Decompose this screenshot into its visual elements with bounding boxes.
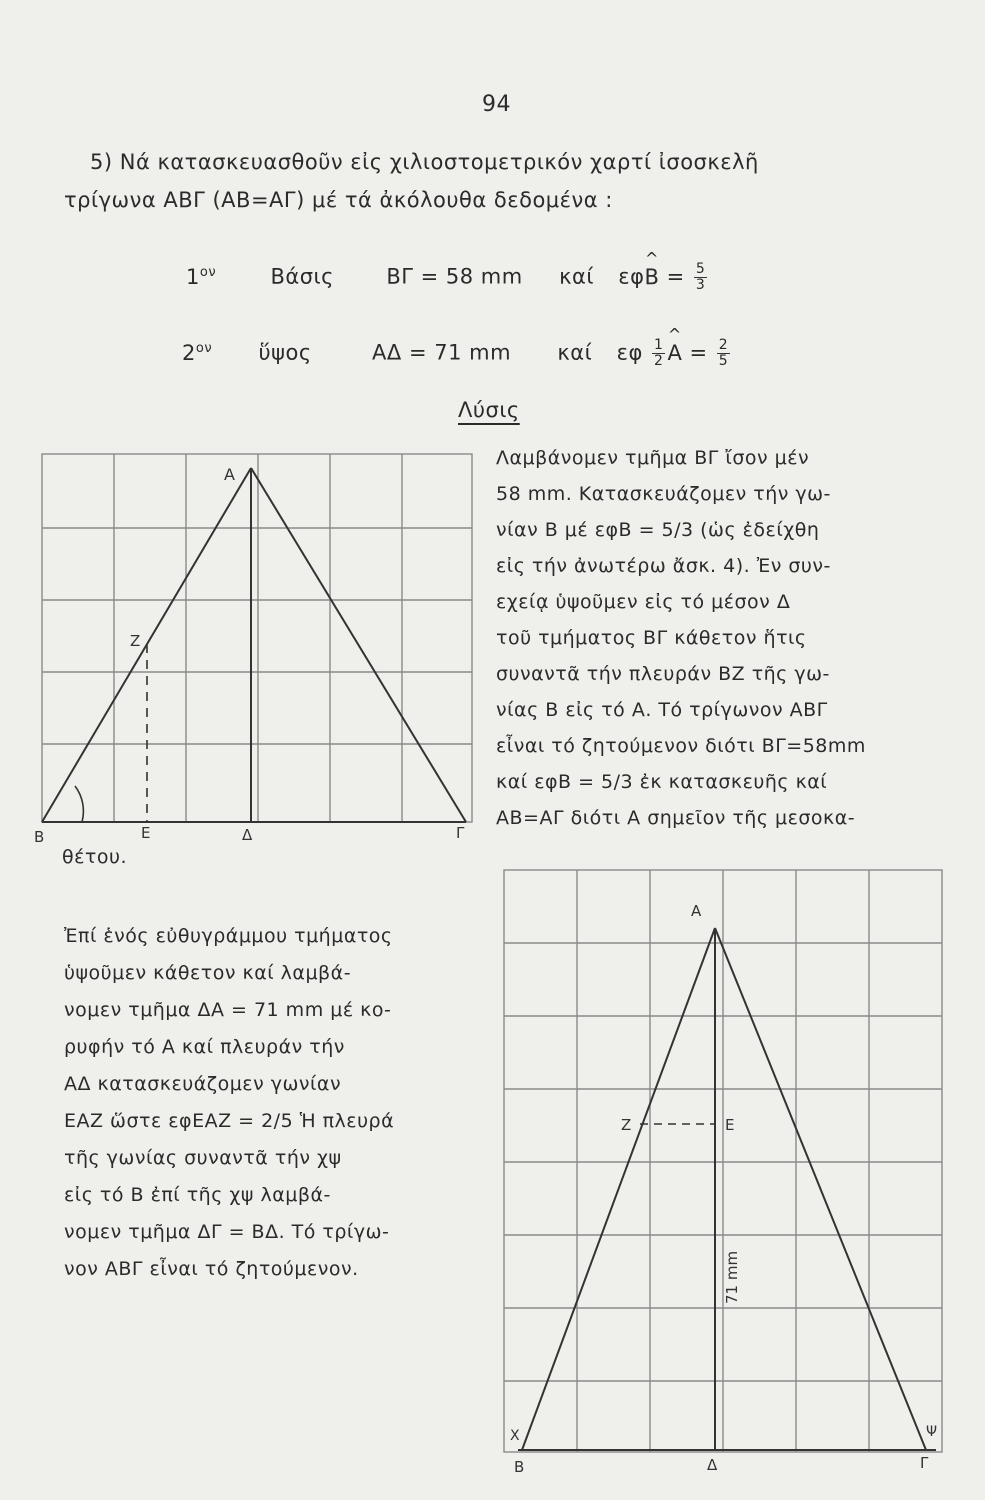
solution-1-line: συναντᾶ τήν πλευράν ΒΖ τῆς γω- (496, 663, 830, 685)
figure-1-label-z: Ζ (130, 632, 141, 650)
solution-2-line: ὑψοῦμεν κάθετον καί λαμβά- (64, 962, 352, 984)
figure-1-angle-arc (75, 786, 83, 822)
case-1-angle: ^ Β (645, 265, 660, 289)
solution-2-line: εἰς τό Β ἐπί τῆς χψ λαμβά- (64, 1184, 331, 1206)
solution-1-line: τοῦ τμήματος ΒΓ κάθετον ἥτις (496, 627, 807, 649)
solution-1-line: καί εφΒ = 5/3 ἐκ κατασκευῆς καί (496, 771, 828, 793)
figure-2-diagram (490, 864, 960, 1474)
solution-1-end: θέτου. (62, 846, 127, 868)
figure-2-side-ag (715, 928, 926, 1450)
case-1-conj: καί (559, 264, 594, 289)
solution-2-line: ΕΑΖ ὥστε εφΕΑΖ = 2/5 Ἡ πλευρά (64, 1110, 395, 1132)
case-2 (182, 338, 732, 369)
figure-1-diagram (30, 448, 486, 848)
case-2-ordinal: $2^{o\nu}$ (182, 340, 213, 365)
figure-1-label-a: Α (224, 465, 235, 484)
figure-2-label-a: Α (691, 902, 702, 920)
solution-1-line: εχείᾳ ὑψοῦμεν εἰς τό μέσον Δ (496, 591, 791, 613)
figure-2-label-psi: Ψ (926, 1424, 938, 1440)
case-2-conj: καί (557, 340, 593, 365)
solution-2-line: τῆς γωνίας συναντᾶ τήν χψ (64, 1147, 342, 1169)
figure-2-label-g: Γ (920, 1454, 929, 1472)
figure-2-grid (504, 870, 942, 1452)
page-number: 94 (482, 92, 511, 117)
figure-1-label-e: Ε (141, 824, 151, 842)
figure-1-label-d: Δ (242, 826, 253, 844)
figure-2-label-x: Χ (510, 1428, 520, 1444)
figure-2-label-z: Ζ (621, 1116, 632, 1134)
case-1 (186, 262, 709, 293)
solution-2-line: ρυφήν τό Α καί πλευράν τήν (64, 1036, 345, 1058)
case-2-half: $\frac{1}{2}$ (654, 337, 664, 369)
solution-2-line: Ἐπί ἑνός εὐθυγράμμου τμήματος (64, 925, 393, 947)
case-2-eq: = (689, 340, 708, 365)
case-2-fraction: $\frac{2}{5}$ (718, 337, 729, 369)
figure-2-label-e: Ε (725, 1116, 735, 1134)
solution-2-line: ΑΔ κατασκευάζομεν γωνίαν (64, 1073, 342, 1095)
case-2-angle: ^ Α (667, 341, 682, 365)
figure-2-label-b: Β (514, 1458, 525, 1474)
figure-1-side-ag (251, 468, 466, 822)
problem-line-2: τρίγωνα ΑΒΓ (ΑΒ=ΑΓ) μέ τά ἀκόλουθα δεδομένα : (64, 188, 613, 212)
figure-2-label-d: Δ (707, 1456, 718, 1474)
solution-part-1 (496, 440, 866, 836)
case-1-ordinal: $1^{o\nu}$ (186, 264, 217, 289)
figure-1-grid (42, 454, 472, 822)
case-1-label: Βάσις (270, 264, 334, 289)
solution-part-2 (64, 918, 394, 1288)
case-2-label: ὕψος (258, 340, 312, 365)
case-1-value: ΒΓ = 58 mm (386, 264, 523, 289)
solution-1-line: εἰς τήν ἀνωτέρω ἄσκ. 4). Ἐν συν- (496, 555, 831, 577)
solution-2-line: νομεν τμῆμα ΔΓ = ΒΔ. Τό τρίγω- (64, 1221, 390, 1243)
case-1-fraction: $\frac{5}{3}$ (695, 261, 706, 293)
figure-1-label-b: Β (34, 828, 45, 846)
case-2-tan: εφ (616, 340, 643, 365)
solution-1-line: νίας Β εἰς τό Α. Τό τρίγωνον ΑΒΓ (496, 699, 828, 721)
case-1-eq: = (666, 264, 685, 289)
figure-2-height-label: 71 mm (723, 1250, 741, 1304)
solution-1-line: νίαν Β μέ εφΒ = 5/3 (ὡς ἐδείχθη (496, 519, 820, 541)
solution-2-line: νον ΑΒΓ εἶναι τό ζητούμενον. (64, 1258, 359, 1280)
problem-line-1: 5) Νά κατασκευασθοῦν εἰς χιλιοστομετρικόν χαρτί ἰσοσκελῆ (90, 150, 759, 174)
case-2-value: ΑΔ = 71 mm (372, 340, 512, 365)
figure-2-side-ab (522, 928, 715, 1450)
solution-1-line: 58 mm. Κατασκευάζομεν τήν γω- (496, 483, 831, 505)
solution-1-line: εἶναι τό ζητούμενον διότι ΒΓ=58mm (496, 735, 866, 757)
solution-1-line: Λαμβάνομεν τμῆμα ΒΓ ἴσον μέν (496, 447, 810, 469)
solution-heading: Λύσις (458, 398, 520, 422)
figure-1-label-g: Γ (456, 824, 465, 842)
case-1-tan: εφ (618, 264, 645, 289)
solution-2-line: νομεν τμῆμα ΔΑ = 71 mm μέ κο- (64, 999, 392, 1021)
solution-1-line: ΑΒ=ΑΓ διότι Α σημεῖον τῆς μεσοκα- (496, 807, 856, 829)
